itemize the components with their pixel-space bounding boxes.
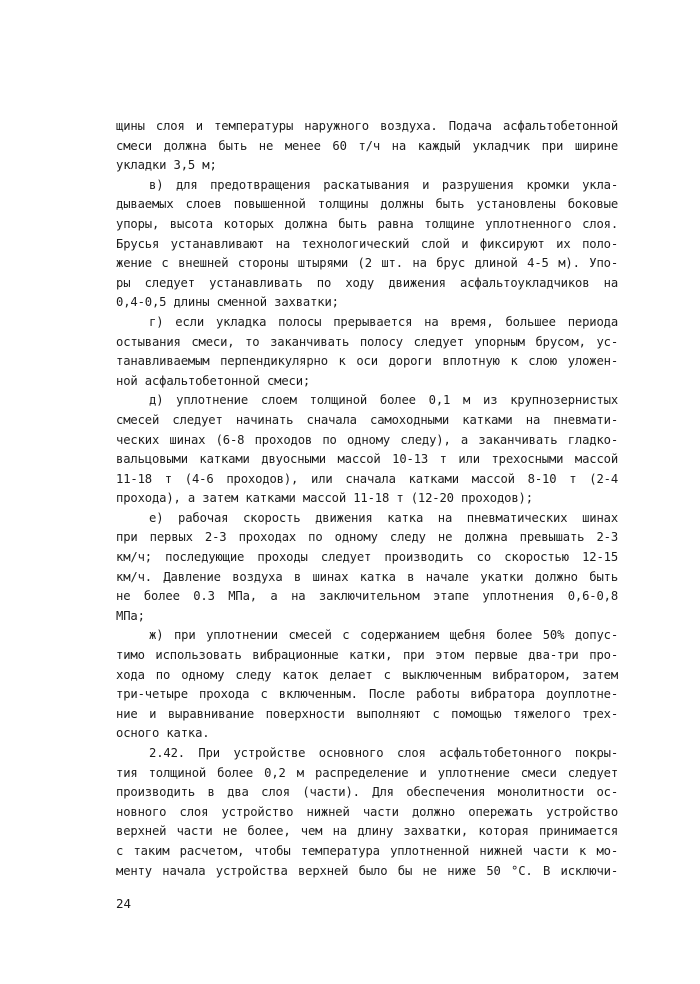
text-line: тимо использовать вибрационные катки, при этом первые два-три про- — [116, 648, 618, 663]
text-line: с таким расчетом, чтобы температура уплотненной нижней части к мо- — [116, 843, 618, 858]
text-line: вальцовыми катками двуосными массой 10-13 т или трехосными массой — [116, 452, 618, 467]
text-line: ры следует устанавливать по ходу движения асфальтоукладчиков на — [116, 275, 618, 290]
text-line: жение с внешней стороны штырями (2 шт. на брус длиной 4-5 м). Упо- — [116, 256, 618, 271]
text-line: г) если укладка полосы прерывается на время, большее периода — [149, 314, 618, 329]
text-line: не более 0.3 МПа, а на заключительном этапе уплотнения 0,6-0,8 — [116, 589, 618, 604]
text-line: осного катка. — [116, 726, 210, 741]
text-line: 2.42. При устройстве основного слоя асфальтобетонного покры- — [149, 746, 618, 760]
text-line: производить в два слоя (части). Для обеспечения монолитности ос- — [116, 785, 618, 800]
text-line: смесей следует начинать сначала самоходными катками на пневмати- — [116, 412, 618, 427]
text-line: упоры, высота которых должна быть равна толщине уплотненного слоя. — [116, 216, 618, 231]
text-line: д) уплотнение слоем толщиной более 0,1 м из крупнозернистых — [149, 393, 618, 408]
text-line: щины слоя и температуры наружного воздуха. Подача асфальтобетонной — [116, 119, 618, 133]
text-line: ж) при уплотнении смесей с содержанием щебня более 50% допус- — [149, 628, 618, 643]
text-line: танавливаемым перпендикулярно к оси дороги вплотную к слою уложен- — [116, 354, 618, 369]
text-line: три-четыре прохода с включенным. После работы вибратора доуплотне- — [116, 687, 618, 702]
text-line: при первых 2-3 проходах по одному следу не должна превышать 2-3 — [116, 530, 618, 545]
body-text — [116, 117, 618, 881]
text-line: прохода), а затем катками массой 11-18 т (12-20 проходов); — [116, 491, 533, 506]
text-line: в) для предотвращения раскатывания и разрушения кромки укла- — [149, 177, 618, 192]
text-line: новного слоя устройство нижней части должно опережать устройство — [116, 804, 618, 819]
text-line: км/ч; последующие проходы следует производить со скоростью 12-15 — [116, 550, 618, 565]
text-line: верхней части не более, чем на длину захватки, которая принимается — [116, 824, 618, 839]
text-line: дываемых слоев повышенной толщины должны быть установлены боковые — [116, 197, 618, 212]
text-line: км/ч. Давление воздуха в шинах катка в начале укатки должно быть — [116, 569, 618, 584]
text-line: 11-18 т (4-6 проходов), или сначала катками массой 8-10 т (2-4 — [116, 471, 618, 486]
text-line: укладки 3,5 м; — [116, 158, 217, 173]
text-line: Брусья устанавливают на технологический слой и фиксируют их поло- — [116, 236, 618, 251]
text-line: МПа; — [116, 608, 145, 623]
text-line: ческих шинах (6-8 проходов по одному следу), а заканчивать гладко- — [116, 432, 618, 447]
text-line: тия толщиной более 0,2 м распределение и уплотнение смеси следует — [116, 765, 618, 780]
text-line: ной асфальтобетонной смеси; — [116, 373, 311, 388]
text-line: менту начала устройства верхней было бы не ниже 50 °С. В исключи- — [116, 863, 618, 878]
text-line: 0,4-0,5 длины сменной захватки; — [116, 295, 339, 310]
page-number: 24 — [116, 896, 132, 911]
text-line: ние и выравнивание поверхности выполняют с помощью тяжелого трех- — [116, 706, 618, 721]
text-line: остывания смеси, то заканчивать полосу следует упорным брусом, ус- — [116, 334, 618, 349]
text-line: хода по одному следу каток делает с выключенным вибратором, затем — [116, 667, 618, 682]
text-line: е) рабочая скорость движения катка на пневматических шинах — [149, 510, 618, 525]
text-line: смеси должна быть не менее 60 т/ч на каждый укладчик при ширине — [116, 138, 618, 153]
